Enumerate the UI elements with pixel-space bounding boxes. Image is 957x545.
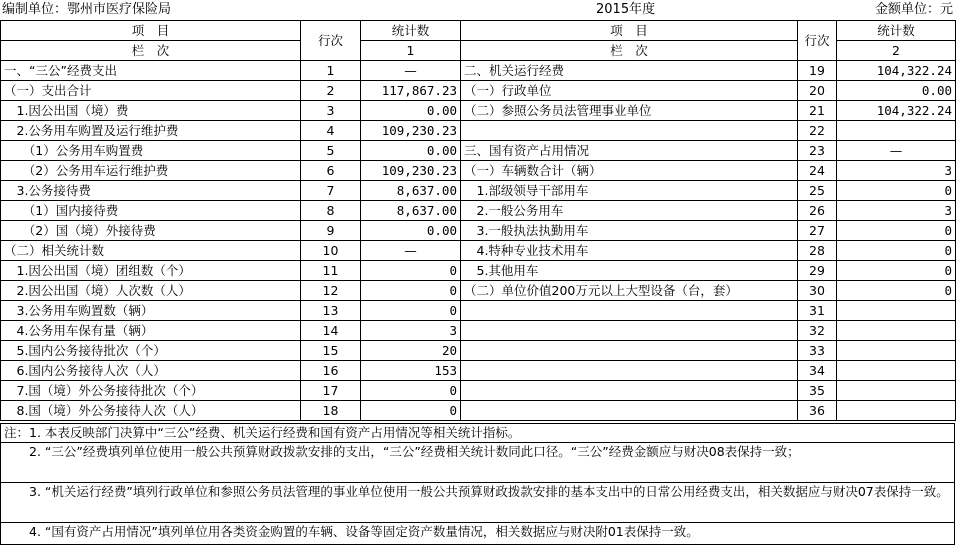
right-line-number: 28 [798, 241, 837, 261]
right-stat-value [837, 401, 956, 421]
table-row [1, 141, 956, 161]
statistics-table [0, 20, 956, 421]
left-item-label: 1.因公出国（境）团组数（个） [1, 261, 301, 281]
item-header-left: 项 目 [1, 21, 301, 41]
right-item-label: 3.一般执法执勤用车 [461, 221, 798, 241]
right-item-label: （一）行政单位 [461, 81, 798, 101]
right-line-number: 19 [798, 61, 837, 81]
left-stat-value: 0 [361, 281, 461, 301]
left-item-label: （一）支出合计 [1, 81, 301, 101]
header-row-1 [1, 21, 956, 41]
right-item-label [461, 361, 798, 381]
right-stat-value: 0 [837, 181, 956, 201]
left-item-label: （2）公务用车运行维护费 [1, 161, 301, 181]
right-stat-value [837, 381, 956, 401]
left-stat-value: 8,637.00 [361, 201, 461, 221]
left-stat-value: 117,867.23 [361, 81, 461, 101]
left-item-label: 4.公务用车保有量（辆） [1, 321, 301, 341]
line-no-header-left: 行次 [301, 21, 361, 61]
right-line-number: 30 [798, 281, 837, 301]
stat-header-right: 统计数 [837, 21, 956, 41]
right-item-label: 1.部级领导干部用车 [461, 181, 798, 201]
compiling-unit: 编制单位：鄂州市医疗保险局 [2, 2, 172, 17]
right-item-label: 三、国有资产占用情况 [461, 141, 798, 161]
right-line-number: 32 [798, 321, 837, 341]
right-line-number: 21 [798, 101, 837, 121]
right-stat-value [837, 361, 956, 381]
right-item-label [461, 401, 798, 421]
right-line-number: 26 [798, 201, 837, 221]
col-name-left: 栏 次 [1, 41, 301, 61]
table-row [1, 121, 956, 141]
left-stat-value: 0 [361, 261, 461, 281]
left-stat-value: — [361, 241, 461, 261]
left-line-number: 1 [301, 61, 361, 81]
right-line-number: 29 [798, 261, 837, 281]
table-row [1, 301, 956, 321]
left-line-number: 7 [301, 181, 361, 201]
right-stat-value: 0 [837, 261, 956, 281]
right-stat-value: 104,322.24 [837, 61, 956, 81]
left-item-label: （2）国（境）外接待费 [1, 221, 301, 241]
right-item-label [461, 301, 798, 321]
left-item-label: （1）国内接待费 [1, 201, 301, 221]
right-line-number: 23 [798, 141, 837, 161]
left-line-number: 3 [301, 101, 361, 121]
left-line-number: 15 [301, 341, 361, 361]
right-item-label [461, 321, 798, 341]
left-item-label: 1.因公出国（境）费 [1, 101, 301, 121]
right-stat-value: 0 [837, 241, 956, 261]
table-row [1, 401, 956, 421]
right-stat-value [837, 301, 956, 321]
left-line-number: 5 [301, 141, 361, 161]
left-stat-value: 109,230.23 [361, 121, 461, 141]
left-item-label: 7.国（境）外公务接待批次（个） [1, 381, 301, 401]
left-stat-value: 109,230.23 [361, 161, 461, 181]
right-item-label: （一）车辆数合计（辆） [461, 161, 798, 181]
left-item-label: 一、“三公”经费支出 [1, 61, 301, 81]
left-stat-value: 3 [361, 321, 461, 341]
right-line-number: 20 [798, 81, 837, 101]
stat-col-number-right: 2 [837, 41, 956, 61]
right-line-number: 25 [798, 181, 837, 201]
table-row [1, 381, 956, 401]
table-row [1, 261, 956, 281]
table-row [1, 81, 956, 101]
table-row [1, 361, 956, 381]
left-item-label: 8.国（境）外公务接待人次（人） [1, 401, 301, 421]
right-stat-value: 0.00 [837, 81, 956, 101]
left-stat-value: 0 [361, 381, 461, 401]
amount-unit: 金额单位：元 [874, 2, 953, 17]
right-item-label: 4.特种专业技术用车 [461, 241, 798, 261]
left-line-number: 18 [301, 401, 361, 421]
left-item-label: 3.公务用车购置数（辆） [1, 301, 301, 321]
line-no-header-right: 行次 [798, 21, 837, 61]
right-stat-value [837, 121, 956, 141]
right-stat-value: 104,322.24 [837, 101, 956, 121]
right-line-number: 33 [798, 341, 837, 361]
left-line-number: 13 [301, 301, 361, 321]
right-line-number: 36 [798, 401, 837, 421]
left-item-label: 6.国内公务接待人次（人） [1, 361, 301, 381]
table-row [1, 321, 956, 341]
left-item-label: 3.公务接待费 [1, 181, 301, 201]
left-line-number: 16 [301, 361, 361, 381]
right-stat-value: — [837, 141, 956, 161]
right-stat-value: 0 [837, 221, 956, 241]
note-1: 注：1. 本表反映部门决算中“三公”经费、机关运行经费和国有资产占用情况等相关统计指标。 [0, 423, 955, 443]
left-item-label: 5.国内公务接待批次（个） [1, 341, 301, 361]
left-stat-value: 153 [361, 361, 461, 381]
right-stat-value: 3 [837, 201, 956, 221]
note-3: 3. “机关运行经费”填列行政单位和参照公务员法管理的事业单位使用一般公共预算财政拨款安排的基本支出中的日常公用经费支出，相关数据应与财决07表保持一致。 [0, 483, 955, 523]
note-4: 4. “国有资产占用情况”填列单位用各类资金购置的车辆、设备等固定资产数量情况，相关数据应与财决附01表保持一致。 [0, 523, 955, 545]
item-header-right: 项 目 [461, 21, 798, 41]
table-row [1, 161, 956, 181]
table-row [1, 221, 956, 241]
table-row [1, 341, 956, 361]
right-line-number: 34 [798, 361, 837, 381]
left-stat-value: 20 [361, 341, 461, 361]
left-stat-value: 0.00 [361, 141, 461, 161]
left-line-number: 11 [301, 261, 361, 281]
left-line-number: 14 [301, 321, 361, 341]
left-line-number: 9 [301, 221, 361, 241]
left-line-number: 2 [301, 81, 361, 101]
left-stat-value: — [361, 61, 461, 81]
left-item-label: （二）相关统计数 [1, 241, 301, 261]
right-line-number: 31 [798, 301, 837, 321]
right-item-label: 5.其他用车 [461, 261, 798, 281]
left-line-number: 17 [301, 381, 361, 401]
right-item-label: （二）参照公务员法管理事业单位 [461, 101, 798, 121]
right-stat-value [837, 341, 956, 361]
left-item-label: 2.因公出国（境）人次数（人） [1, 281, 301, 301]
left-line-number: 12 [301, 281, 361, 301]
left-stat-value: 0.00 [361, 101, 461, 121]
table-row [1, 101, 956, 121]
stat-col-number-left: 1 [361, 41, 461, 61]
table-row [1, 241, 956, 261]
left-stat-value: 0 [361, 301, 461, 321]
right-stat-value: 3 [837, 161, 956, 181]
right-item-label [461, 121, 798, 141]
right-stat-value [837, 321, 956, 341]
left-item-label: （1）公务用车购置费 [1, 141, 301, 161]
left-line-number: 4 [301, 121, 361, 141]
col-name-right: 栏 次 [461, 41, 798, 61]
report-year: 2015年度 [596, 2, 656, 17]
right-item-label: 2.一般公务用车 [461, 201, 798, 221]
left-stat-value: 0 [361, 401, 461, 421]
table-row [1, 281, 956, 301]
left-stat-value: 8,637.00 [361, 181, 461, 201]
right-line-number: 35 [798, 381, 837, 401]
left-line-number: 6 [301, 161, 361, 181]
left-line-number: 8 [301, 201, 361, 221]
right-item-label [461, 341, 798, 361]
note-2: 2. “三公”经费填列单位使用一般公共预算财政拨款安排的支出，“三公”经费相关统计数同此口径。“三公”经费金额应与财决08表保持一致； [0, 443, 955, 483]
table-row [1, 181, 956, 201]
table-row [1, 201, 956, 221]
right-stat-value: 0 [837, 281, 956, 301]
right-line-number: 24 [798, 161, 837, 181]
table-row [1, 61, 956, 81]
right-line-number: 22 [798, 121, 837, 141]
left-line-number: 10 [301, 241, 361, 261]
left-item-label: 2.公务用车购置及运行维护费 [1, 121, 301, 141]
right-item-label: （二）单位价值200万元以上大型设备（台，套） [461, 281, 798, 301]
right-line-number: 27 [798, 221, 837, 241]
left-stat-value: 0.00 [361, 221, 461, 241]
right-item-label: 二、机关运行经费 [461, 61, 798, 81]
stat-header-left: 统计数 [361, 21, 461, 41]
right-item-label [461, 381, 798, 401]
